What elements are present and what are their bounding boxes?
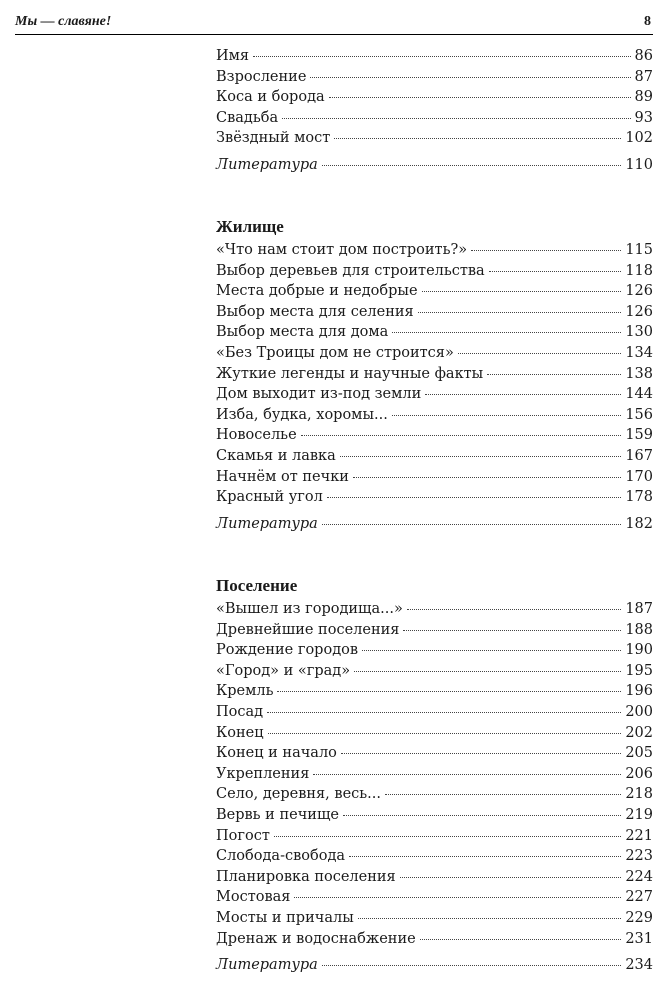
toc-entries: [216, 599, 653, 949]
toc-entry-page: 188: [625, 621, 653, 638]
dot-leader: [418, 312, 622, 313]
toc-entry-title: Посад: [216, 703, 264, 720]
dot-leader: [471, 250, 621, 251]
toc-entry[interactable]: [216, 846, 653, 867]
toc-entry-title: Литература: [216, 515, 318, 532]
toc-entry[interactable]: [216, 887, 653, 908]
toc-entry[interactable]: [216, 405, 653, 426]
toc-entry-page: 115: [625, 242, 653, 258]
toc-entry[interactable]: [216, 702, 653, 723]
dot-leader: [340, 456, 622, 457]
dot-leader: [322, 524, 622, 525]
toc-section-2: [216, 214, 653, 534]
toc-entry-title: Слобода-свобода: [216, 848, 346, 865]
toc-entry-page: 205: [625, 745, 653, 762]
toc-entry-title: Звёздный мост: [216, 130, 331, 147]
toc-entry-title: Древнейшие поселения: [216, 621, 400, 638]
dot-leader: [322, 165, 622, 166]
toc-entry-title: Новоселье: [216, 427, 297, 444]
dot-leader: [354, 671, 621, 672]
toc-entry-page: 159: [625, 427, 653, 444]
dot-leader: [294, 897, 621, 898]
toc-entry-page: 110: [625, 156, 653, 173]
toc-entry[interactable]: [216, 640, 653, 661]
toc-literature-row[interactable]: [216, 514, 653, 535]
toc-entry-page: 187: [625, 601, 653, 617]
toc-entry-page: 89: [634, 89, 653, 106]
toc-entry-page: 87: [634, 68, 653, 85]
toc-entry[interactable]: [216, 446, 653, 467]
toc-entry-title: Мосты и причалы: [216, 909, 354, 926]
toc-entry[interactable]: [216, 384, 653, 405]
dot-leader: [301, 435, 622, 436]
toc-entry[interactable]: [216, 661, 653, 682]
dot-leader: [253, 56, 630, 57]
toc-entry-page: 156: [625, 406, 653, 423]
toc-entries: [216, 240, 653, 508]
dot-leader: [313, 774, 621, 775]
dot-leader: [487, 374, 621, 375]
toc-section-1: [216, 46, 653, 176]
dot-leader: [353, 477, 621, 478]
toc-entry[interactable]: [216, 599, 653, 620]
toc-entry-page: 202: [625, 724, 653, 741]
toc-section-3: [216, 573, 653, 976]
toc-entry[interactable]: [216, 487, 653, 508]
toc-entry-title: Скамья и лавка: [216, 447, 336, 464]
toc-entry[interactable]: [216, 467, 653, 488]
toc-entry-page: 196: [625, 683, 653, 700]
toc-entry[interactable]: [216, 826, 653, 847]
toc-entry-page: 219: [625, 806, 653, 823]
toc-entry-page: 227: [625, 889, 653, 906]
toc-entry[interactable]: [216, 87, 653, 108]
toc-entry-title: Рождение городов: [216, 642, 359, 659]
toc-entry-title: Красный угол: [216, 489, 323, 506]
toc-entry-title: «Город» и «град»: [216, 662, 351, 679]
dot-leader: [343, 815, 621, 816]
dot-leader: [489, 271, 622, 272]
toc-entry[interactable]: [216, 867, 653, 888]
dot-leader: [329, 97, 631, 98]
dot-leader: [420, 939, 622, 940]
dot-leader: [392, 332, 621, 333]
dot-leader: [407, 609, 621, 610]
toc-entry-title: Изба, будка, хоромы...: [216, 406, 388, 423]
toc-entry-title: Конец: [216, 724, 264, 741]
toc-entry[interactable]: [216, 281, 653, 302]
toc-entry-page: 190: [625, 642, 653, 659]
dot-leader: [400, 877, 622, 878]
running-title: Мы — славяне!: [15, 14, 112, 29]
dot-leader: [267, 712, 621, 713]
toc-entry-title: Выбор деревьев для строительства: [216, 262, 485, 279]
dot-leader: [282, 118, 630, 119]
toc-entry-page: 224: [625, 868, 653, 885]
toc-entry-title: Планировка поселения: [216, 868, 396, 885]
toc-entry-title: Свадьба: [216, 109, 279, 126]
toc-entry[interactable]: [216, 261, 653, 282]
toc-entry[interactable]: [216, 67, 653, 88]
toc-entry-title: Село, деревня, весь...: [216, 786, 381, 803]
toc-entry-page: 134: [625, 344, 653, 361]
toc-entry[interactable]: [216, 764, 653, 785]
dot-leader: [310, 77, 630, 78]
dot-leader: [341, 753, 621, 754]
toc-entry-title: «Что нам стоит дом построить?»: [216, 242, 468, 258]
toc-entry-title: Конец и начало: [216, 745, 337, 762]
toc-entry-page: 231: [625, 930, 653, 947]
toc-entry-page: 102: [625, 130, 653, 147]
toc-entry-title: Начнём от печки: [216, 468, 349, 485]
toc-entry-title: Выбор места для селения: [216, 303, 414, 320]
toc-entry[interactable]: [216, 723, 653, 744]
toc-entry[interactable]: [216, 681, 653, 702]
toc-entry-title: Коса и борода: [216, 89, 325, 106]
toc-entry[interactable]: [216, 343, 653, 364]
toc-entry-page: 167: [625, 447, 653, 464]
toc-entry-page: 138: [625, 365, 653, 382]
toc-entry-page: 93: [634, 109, 653, 126]
toc-entry-page: 126: [625, 303, 653, 320]
toc-entry-page: 182: [625, 515, 653, 532]
toc-entry[interactable]: [216, 108, 653, 129]
dot-leader: [268, 733, 622, 734]
toc-entry-page: 218: [625, 786, 653, 803]
toc-entry-page: 221: [625, 827, 653, 844]
toc-entry-page: 170: [625, 468, 653, 485]
toc-entry-title: Литература: [216, 957, 318, 974]
toc-entry-title: Выбор места для дома: [216, 324, 389, 341]
dot-leader: [422, 291, 622, 292]
toc-entry-title: Укрепления: [216, 765, 310, 782]
toc-entry-page: 229: [625, 909, 653, 926]
toc-entry-title: Мостовая: [216, 889, 291, 906]
toc-literature-row[interactable]: [216, 955, 653, 976]
toc-entry-page: 223: [625, 848, 653, 865]
toc-entry-page: 126: [625, 283, 653, 300]
page-header: [15, 12, 653, 35]
dot-leader: [425, 394, 621, 395]
dot-leader: [274, 836, 621, 837]
toc-entry[interactable]: [216, 302, 653, 323]
toc-entry-page: 234: [625, 957, 653, 974]
dot-leader: [458, 353, 621, 354]
dot-leader: [403, 630, 621, 631]
dot-leader: [362, 650, 621, 651]
toc-entry-title: Жуткие легенды и научные факты: [216, 365, 484, 382]
toc-entry-page: 200: [625, 703, 653, 720]
toc-entry[interactable]: [216, 929, 653, 950]
dot-leader: [322, 965, 622, 966]
toc-entry[interactable]: [216, 425, 653, 446]
toc-entry-page: 195: [625, 662, 653, 679]
toc-entry-page: 118: [625, 262, 653, 279]
dot-leader: [385, 794, 621, 795]
toc-entry[interactable]: [216, 128, 653, 149]
toc-entry[interactable]: [216, 743, 653, 764]
dot-leader: [349, 856, 621, 857]
toc-entry-page: 178: [625, 489, 653, 506]
toc-entry-title: «Вышел из городища...»: [216, 601, 403, 617]
toc-literature-row[interactable]: [216, 155, 653, 176]
toc-entry[interactable]: [216, 908, 653, 929]
toc-entry-title: Литература: [216, 156, 318, 173]
toc-entry[interactable]: [216, 322, 653, 343]
dot-leader: [277, 691, 621, 692]
toc-entry[interactable]: [216, 46, 653, 67]
section-heading: Жилище: [216, 217, 284, 236]
dot-leader: [358, 918, 622, 919]
toc-entry-title: Дренаж и водоснабжение: [216, 930, 416, 947]
toc-entry[interactable]: [216, 805, 653, 826]
toc-entry-title: Имя: [216, 48, 250, 64]
dot-leader: [392, 415, 621, 416]
toc-entry[interactable]: [216, 364, 653, 385]
toc-entry-page: 130: [625, 324, 653, 341]
toc-entry[interactable]: [216, 240, 653, 261]
toc-entry[interactable]: [216, 784, 653, 805]
page-number: 8: [644, 14, 651, 29]
toc-entry-title: «Без Троицы дом не строится»: [216, 344, 454, 361]
toc-entry-title: Места добрые и недобрые: [216, 283, 418, 300]
toc-entry-page: 206: [625, 765, 653, 782]
toc-entry-title: Вервь и печище: [216, 806, 340, 823]
toc-entry-title: Дом выходит из-под земли: [216, 386, 422, 403]
toc-entry-title: Взросление: [216, 68, 307, 85]
toc-entries: [216, 46, 653, 149]
toc-entry-title: Погост: [216, 827, 270, 844]
toc-entry[interactable]: [216, 620, 653, 641]
dot-leader: [327, 497, 621, 498]
toc-entry-title: Кремль: [216, 683, 274, 700]
dot-leader: [334, 138, 621, 139]
toc-entry-page: 144: [625, 386, 653, 403]
section-heading: Поселение: [216, 576, 298, 595]
toc-entry-page: 86: [634, 48, 653, 64]
